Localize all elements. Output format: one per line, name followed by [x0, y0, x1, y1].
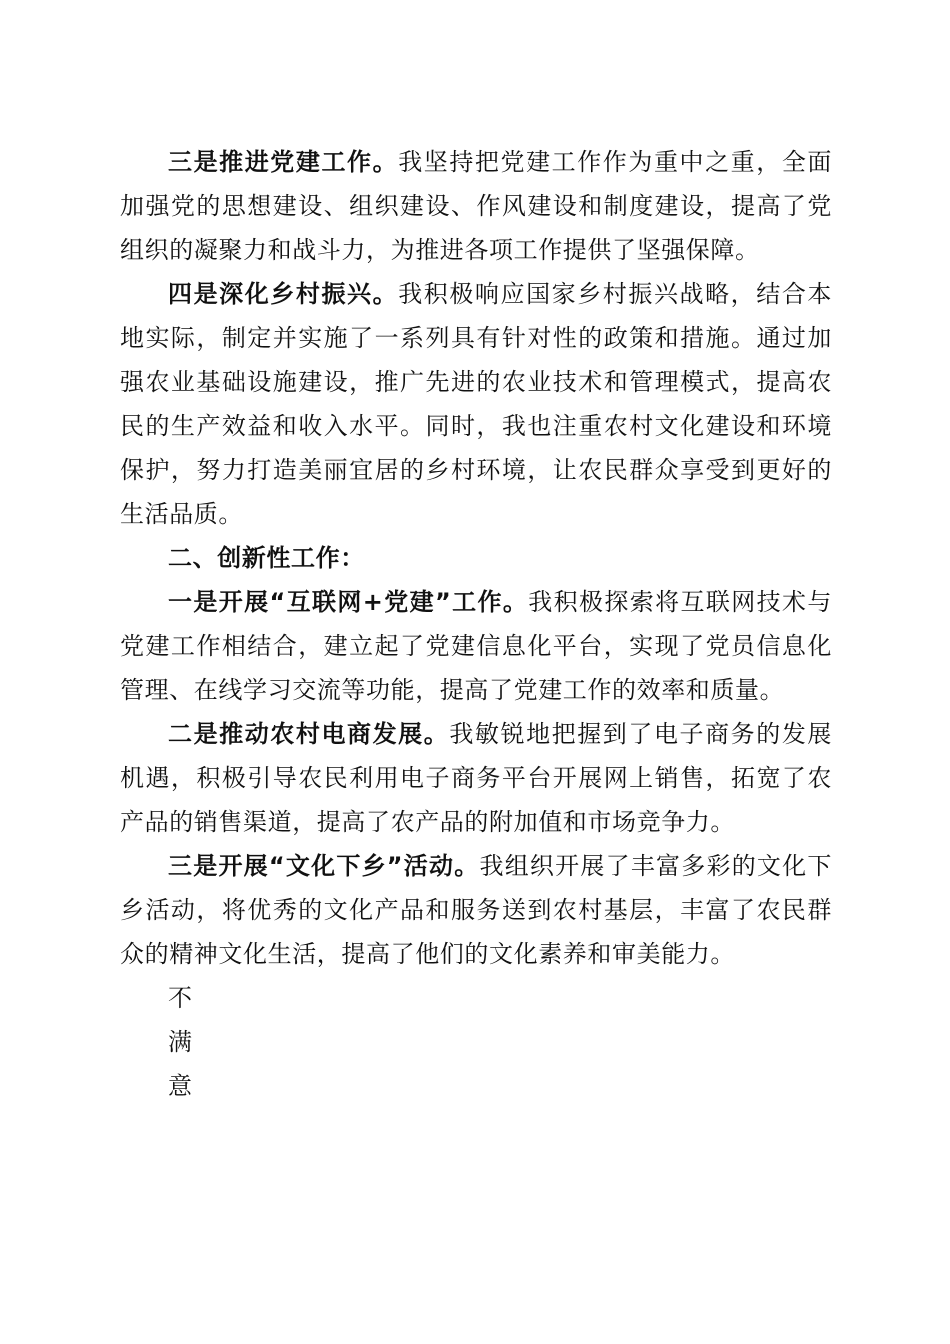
paragraph-lead: 二是推动农村电商发展。: [168, 720, 450, 748]
paragraph-text: 我积极探索将互联网技术与党建工作相结合，建立起了党建信息化平台，实现了党员信息化管理、在线学习交流等功能，提高了党建工作的效率和质量。: [120, 588, 833, 704]
document-body: [120, 140, 832, 1108]
paragraph-rural-revitalization: [120, 272, 832, 536]
paragraph-lead: 四是深化乡村振兴。: [168, 280, 399, 308]
paragraph-party-building: [120, 140, 832, 272]
trailing-char: 不: [168, 984, 193, 1012]
trailing-char: 意: [168, 1072, 193, 1100]
section-heading-innovation: 二、创新性工作：: [168, 544, 365, 572]
paragraph-text: 我积极响应国家乡村振兴战略，结合本地实际，制定并实施了一系列具有针对性的政策和措施。通过加强农业基础设施建设，推广先进的农业技术和管理模式，提高农民的生产效益和收入水平。同时，我也注重农村文化建设和环境保护，努力打造美丽宜居的乡村环境，让农民群众享受到更好的生活品质。: [120, 280, 832, 528]
paragraph-text: 我坚持把党建工作作为重中之重，全面加强党的思想建设、组织建设、作风建设和制度建设，提高了党组织的凝聚力和战斗力，为推进各项工作提供了坚强保障。: [120, 148, 832, 264]
paragraph-lead: 一是开展“互联网+党建”工作。: [168, 588, 529, 616]
paragraph-text: 我敏锐地把握到了电子商务的发展机遇，积极引导农民利用电子商务平台开展网上销售，拓宽了农产品的销售渠道，提高了农产品的附加值和市场竞争力。: [120, 720, 833, 836]
trailing-char: 满: [168, 1028, 193, 1056]
vertical-trailing-text: [120, 976, 832, 1108]
paragraph-lead: 三是开展“文化下乡”活动。: [168, 852, 480, 880]
paragraph-internet-party-building: [120, 580, 832, 712]
paragraph-text: 我组织开展了丰富多彩的文化下乡活动，将优秀的文化产品和服务送到农村基层，丰富了农民群众的精神文化生活，提高了他们的文化素养和审美能力。: [120, 852, 832, 968]
paragraph-lead: 三是推进党建工作。: [168, 148, 399, 176]
paragraph-rural-ecommerce: [120, 712, 832, 844]
paragraph-culture-to-countryside: [120, 844, 832, 976]
